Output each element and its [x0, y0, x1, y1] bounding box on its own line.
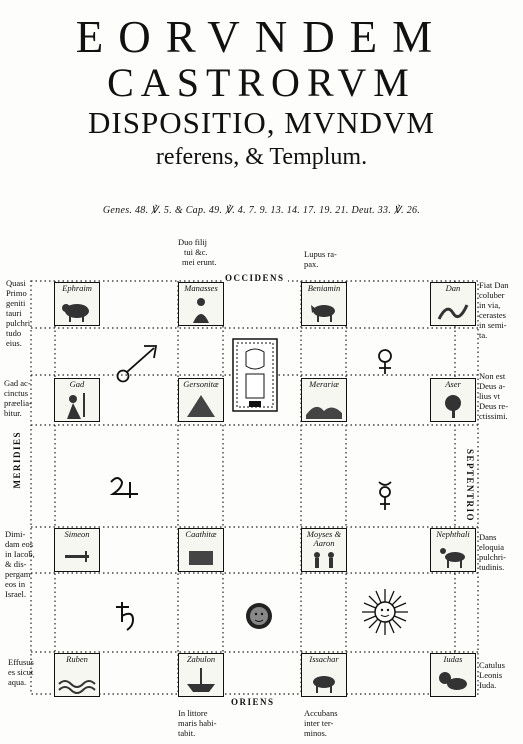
note-line: Non est — [479, 371, 506, 381]
note-line: es sicut — [8, 667, 34, 677]
note-line: pulchri- — [479, 552, 506, 562]
note-in-littore — [178, 708, 242, 738]
tribe-label-gad: Gad — [69, 379, 85, 389]
tribe-box-caathitae — [178, 528, 224, 572]
water-emblem-icon — [55, 654, 99, 696]
note-line: bitur. — [4, 408, 22, 418]
note-line: lius vt — [479, 391, 501, 401]
note-line: Accubans — [304, 708, 338, 718]
tribe-label-gersonitae: Gersonitæ — [183, 379, 219, 389]
mercury-symbol-icon — [372, 480, 398, 512]
note-line: in via, — [479, 300, 501, 310]
note-line: pergam — [5, 569, 31, 579]
note-line: cinctus — [4, 388, 29, 398]
tribe-box-manasses — [178, 282, 224, 326]
tribe-label-ephraim: Ephraim — [62, 283, 92, 293]
note-line: In littore — [178, 708, 208, 718]
note-line: pulchri — [6, 318, 31, 328]
figure-emblem-icon — [179, 283, 223, 325]
note-line: tauri — [6, 308, 22, 318]
lion-emblem-icon — [431, 654, 475, 696]
note-fiat-dan — [479, 280, 523, 340]
moon-face-icon — [243, 600, 275, 632]
note-line: Duo filij — [178, 237, 208, 247]
note-duo-filii — [178, 237, 238, 267]
tribe-box-aser — [430, 378, 476, 422]
landscape-emblem-icon — [302, 379, 346, 421]
note-line: præelia- — [4, 398, 32, 408]
serpent-emblem-icon — [431, 283, 475, 325]
wolf-emblem-icon — [302, 283, 346, 325]
tribe-label-simeon: Simeon — [64, 529, 90, 539]
note-line: Israel. — [5, 589, 27, 599]
tribe-label-nephthali: Nephthali — [436, 529, 470, 539]
note-line: in Iacob, — [5, 549, 35, 559]
note-line: minos. — [304, 728, 327, 738]
note-line: Lupus ra- — [304, 249, 337, 259]
note-line: dam eos — [5, 539, 34, 549]
tree-emblem-icon — [431, 379, 475, 421]
tribe-label-beniamin: Beniamin — [307, 283, 341, 293]
sun-face-icon — [361, 588, 409, 636]
note-line: eos in — [5, 579, 26, 589]
tribe-box-moyses-aaron — [301, 528, 347, 572]
tribe-label-zabulon: Zabulon — [186, 654, 216, 664]
note-line: Fiat Dan — [479, 280, 509, 290]
tribe-label-ruben: Ruben — [66, 654, 88, 664]
tribe-label-iudas: Iudas — [443, 654, 463, 664]
title-line-3: DISPOSITIO, MVNDVM — [88, 105, 435, 140]
note-line: maris habi- — [178, 718, 217, 728]
note-line: tudo — [6, 328, 22, 338]
saturn-symbol-icon — [113, 600, 139, 632]
note-line: Catulus — [479, 660, 505, 670]
note-line: Dans — [479, 532, 497, 542]
title-line-2: CASTRORVM — [107, 60, 416, 105]
compass-occidens: OCCIDENS — [222, 273, 288, 283]
note-line: ta. — [479, 330, 488, 340]
compass-oriens: ORIENS — [228, 697, 278, 707]
note-dans-eloquia — [479, 532, 523, 572]
warrior-emblem-icon — [55, 379, 99, 421]
ark-emblem-icon — [179, 529, 223, 571]
note-line: tui &c. — [184, 247, 208, 257]
donkey-emblem-icon — [302, 654, 346, 696]
note-line: eloquia — [479, 542, 505, 552]
tribe-box-ephraim — [54, 282, 100, 326]
note-effusus — [8, 657, 52, 687]
priests-emblem-icon — [302, 529, 346, 571]
note-line: Dimi- — [5, 529, 26, 539]
note-line: aqua. — [8, 677, 27, 687]
note-quasi — [6, 278, 50, 348]
tribe-label-caathitae: Caathitæ — [185, 529, 217, 539]
note-line: pax. — [304, 259, 319, 269]
tribe-label-dan: Dan — [445, 283, 461, 293]
title-line-4: referens, & Templum. — [155, 144, 368, 170]
note-line: Deus re- — [479, 401, 509, 411]
note-line: in semi- — [479, 320, 507, 330]
tribe-box-simeon — [54, 528, 100, 572]
note-line: Gad ac- — [4, 378, 31, 388]
tribe-label-aser: Aser — [445, 379, 461, 389]
note-line: tabit. — [178, 728, 196, 738]
tent-emblem-icon — [179, 379, 223, 421]
tribe-box-gad — [54, 378, 100, 422]
tribe-label-merarita: Merariæ — [309, 379, 339, 389]
compass-meridies: MERIDIES — [12, 428, 22, 492]
note-line: eius. — [6, 338, 22, 348]
tabernacle-icon — [232, 338, 278, 412]
tribe-label-aaron: Aaron — [313, 538, 335, 548]
note-lupus — [304, 249, 364, 269]
tribe-box-ruben — [54, 653, 100, 697]
title-line-1: EORVNDEM — [75, 12, 448, 62]
note-line: & dis- — [5, 559, 27, 569]
note-accubans — [304, 708, 368, 738]
tribe-box-merarita — [301, 378, 347, 422]
tribe-box-nephthali — [430, 528, 476, 572]
jupiter-symbol-icon — [108, 474, 142, 498]
note-line: Effusus — [8, 657, 34, 667]
note-dimidium — [5, 529, 51, 599]
ship-emblem-icon — [179, 654, 223, 696]
tribe-box-iudas — [430, 653, 476, 697]
tribe-box-gersonitae — [178, 378, 224, 422]
note-line: Deus a- — [479, 381, 506, 391]
note-line: Iuda. — [479, 680, 497, 690]
note-line: Leonis — [479, 670, 503, 680]
sword-emblem-icon — [55, 529, 99, 571]
mars-symbol-icon — [110, 342, 160, 384]
tribe-box-dan — [430, 282, 476, 326]
note-line: Quasi — [6, 278, 26, 288]
tribe-label-moyses: Moyses & — [306, 529, 342, 539]
note-line: mei erunt. — [182, 257, 217, 267]
note-non-est — [479, 371, 523, 421]
note-catulus — [479, 660, 523, 690]
note-line: tudinis. — [479, 562, 505, 572]
note-line: Primo — [6, 288, 27, 298]
tribe-label-manasses: Manasses — [184, 283, 218, 293]
note-line: coluber — [479, 290, 505, 300]
note-line: inter ter- — [304, 718, 334, 728]
hind-emblem-icon — [431, 529, 475, 571]
note-line: geniti — [6, 298, 26, 308]
tribe-box-issachar — [301, 653, 347, 697]
note-line: cerastes — [479, 310, 506, 320]
tribe-box-beniamin — [301, 282, 347, 326]
tribe-label-issachar: Issachar — [309, 654, 339, 664]
venus-symbol-icon — [372, 346, 398, 376]
scripture-reference: Genes. 48. ℣. 5. & Cap. 49. ℣. 4. 7. 9. 13. 14. 17. 19. 21. Deut. 33. ℣. 26. — [102, 205, 421, 216]
compass-septentrio: SEPTENTRIO — [465, 446, 475, 525]
note-line: ctissimi. — [479, 411, 508, 421]
note-gad-accinctus — [4, 378, 50, 418]
tribe-box-zabulon — [178, 653, 224, 697]
bull-emblem-icon — [55, 283, 99, 325]
